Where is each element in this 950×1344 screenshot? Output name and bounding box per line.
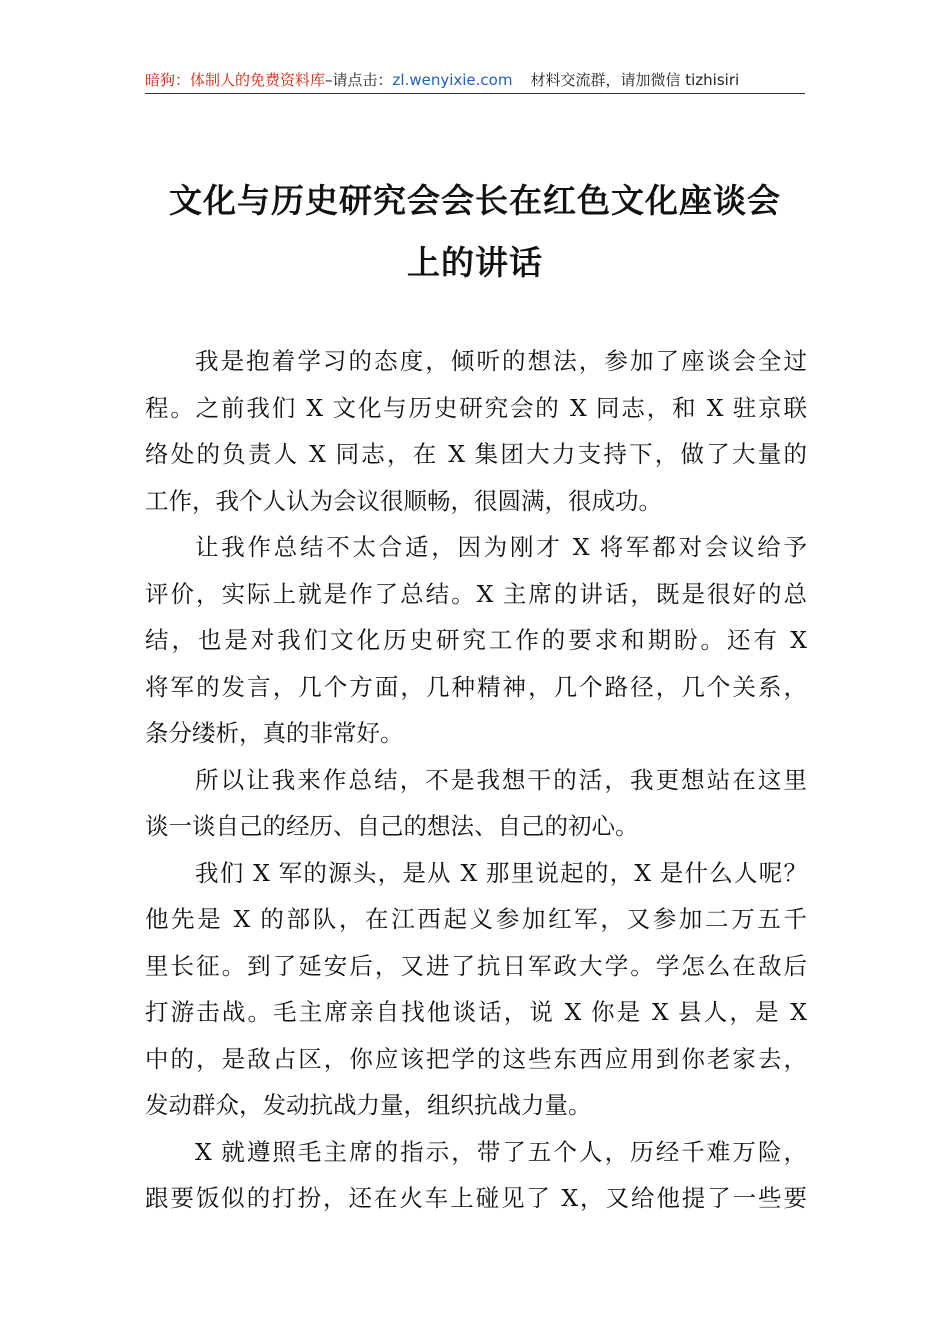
header-divider <box>145 93 805 94</box>
header-group-text: 材料交流群，请加微信 tizhisiri <box>530 71 740 89</box>
body-line: 中的，是敌占区，你应该把学的这些东西应用到你老家去， <box>145 1044 807 1073</box>
body-line: 评价，实际上就是作了总结。X 主席的讲话，既是很好的总 <box>145 579 807 608</box>
body-line: 打游击战。毛主席亲自找他谈话，说 X 你是 X 县人，是 X <box>145 998 807 1026</box>
body-line: 络处的负责人 X 同志，在 X 集团大力支持下，做了大量的 <box>145 440 807 468</box>
body-line: 发动群众，发动抗战力量，组织抗战力量。 <box>145 1091 592 1119</box>
page-header <box>145 68 805 92</box>
body-line: 我是抱着学习的态度，倾听的想法，参加了座谈会全过 <box>195 347 807 375</box>
body-line: 工作，我个人认为会议很顺畅，很圆满，很成功。 <box>145 486 662 515</box>
header-url-link[interactable]: zl.wenyixie.com <box>392 71 513 89</box>
header-brand-text: 暗狗：体制人的免费资料库 <box>145 71 326 89</box>
title-line-1: 文化与历史研究会会长在红色文化座谈会 <box>169 181 781 220</box>
body-line: 条分缕析，真的非常好。 <box>145 719 404 747</box>
body-line: 所以让我来作总结，不是我想干的活，我更想站在这里 <box>195 765 807 794</box>
body-line: 结，也是对我们文化历史研究工作的要求和期盼。还有 X <box>145 626 807 654</box>
title-line-2: 上的讲话 <box>407 243 543 282</box>
body-line: 谈一谈自己的经历、自己的想法、自己的初心。 <box>145 812 639 840</box>
body-line: 他先是 X 的部队，在江西起义参加红军，又参加二万五千 <box>145 905 807 933</box>
body-line: 跟要饭似的打扮，还在火车上碰见了 X，又给他提了一些要 <box>145 1184 807 1212</box>
body-line: 我们 X 军的源头，是从 X 那里说起的，X 是什么人呢？ <box>195 858 807 887</box>
document-title <box>140 170 810 294</box>
document-body <box>145 338 807 1222</box>
body-line: 里长征。到了延安后，又进了抗日军政大学。学怎么在敌后 <box>145 951 807 980</box>
body-line: 将军的发言，几个方面，几种精神，几个路径，几个关系， <box>145 672 807 701</box>
body-line: 让我作总结不太合适，因为刚才 X 将军都对会议给予 <box>195 533 807 561</box>
body-line: 程。之前我们 X 文化与历史研究会的 X 同志，和 X 驻京联 <box>145 393 807 422</box>
header-click-prefix: –请点击： <box>325 71 393 89</box>
body-line: X 就遵照毛主席的指示，带了五个人，历经千难万险， <box>195 1137 807 1166</box>
